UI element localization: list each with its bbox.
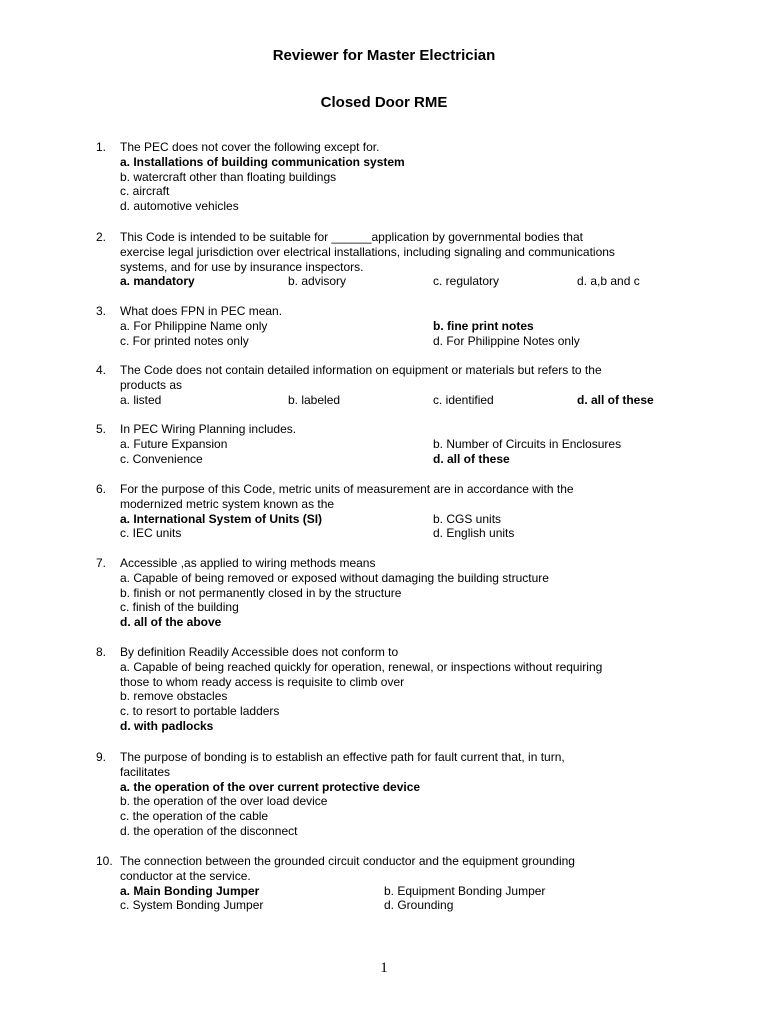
option-b: b. labeled — [288, 392, 341, 407]
option-b: b. advisory — [288, 274, 347, 289]
option-a: a. Capable of being removed or exposed without damaging the building structure — [120, 570, 549, 585]
option-d: d. the operation of the disconnect — [120, 823, 298, 838]
option-c: c. identified — [433, 392, 494, 407]
option-a: a. Capable of being reached quickly for operation, renewal, or inspections without requiring — [120, 659, 603, 674]
option-a-continued: those to whom ready access is requisite to climb over — [120, 674, 405, 689]
option-b: b. CGS units — [433, 511, 502, 526]
option-d-correct: d. all of these — [433, 451, 510, 466]
option-d: d. a,b and c — [577, 274, 640, 289]
option-a: a. Future Expansion — [120, 436, 228, 451]
question-text: This Code is intended to be suitable for ______application by governmental bodies that — [120, 230, 583, 244]
option-d-correct: d. all of the above — [120, 615, 222, 630]
question-8 — [96, 645, 676, 734]
option-d: d. automotive vehicles — [120, 199, 239, 214]
document-title: Reviewer for Master Electrician — [272, 47, 496, 64]
question-7 — [96, 556, 676, 630]
question-5 — [96, 422, 676, 466]
option-c: c. finish of the building — [120, 600, 239, 615]
question-number: 4. — [96, 363, 107, 377]
question-text: By definition Readily Accessible does not conform to — [120, 645, 399, 659]
question-number: 8. — [96, 645, 107, 659]
question-text: Accessible ,as applied to wiring methods means — [120, 556, 376, 570]
question-4 — [96, 363, 676, 407]
option-d: d. For Philippine Notes only — [433, 333, 580, 348]
option-a-correct: a. International System of Units (SI) — [120, 511, 323, 526]
question-number: 10. — [96, 854, 113, 868]
option-a-correct: a. mandatory — [120, 274, 195, 289]
option-b: b. remove obstacles — [120, 689, 228, 704]
option-c: c. the operation of the cable — [120, 809, 269, 824]
question-text: In PEC Wiring Planning includes. — [120, 422, 297, 436]
option-b: b. watercraft other than floating buildings — [120, 169, 337, 184]
option-d-correct: d. with padlocks — [120, 718, 214, 733]
question-number: 9. — [96, 750, 107, 764]
option-c: c. regulatory — [433, 274, 500, 289]
option-a-correct: a. Installations of building communication system — [120, 154, 405, 169]
question-text: exercise legal jurisdiction over electrical installations, including signaling and communications — [120, 244, 615, 259]
question-text: For the purpose of this Code, metric units of measurement are in accordance with the — [120, 482, 574, 496]
option-c: c. System Bonding Jumper — [120, 898, 264, 913]
option-b: b. finish or not permanently closed in by the structure — [120, 585, 402, 600]
question-text: What does FPN in PEC mean. — [120, 304, 283, 318]
question-9 — [96, 750, 676, 839]
option-b: b. the operation of the over load device — [120, 794, 328, 809]
question-10 — [96, 854, 676, 913]
option-c: c. to resort to portable ladders — [120, 704, 280, 719]
option-a-correct: a. Main Bonding Jumper — [120, 883, 260, 898]
document-subtitle: Closed Door RME — [320, 94, 448, 111]
question-2 — [96, 230, 676, 289]
question-text: The Code does not contain detailed information on equipment or materials but refers to the — [120, 363, 602, 377]
question-1 — [96, 140, 676, 214]
option-d: d. English units — [433, 526, 515, 541]
question-number: 6. — [96, 482, 107, 496]
option-d-correct: d. all of these — [577, 392, 654, 407]
question-text: products as — [120, 377, 183, 392]
option-a: a. listed — [120, 392, 162, 407]
option-c: c. aircraft — [120, 184, 170, 199]
option-b: b. Number of Circuits in Enclosures — [433, 436, 622, 451]
option-c: c. Convenience — [120, 451, 203, 466]
option-c: c. IEC units — [120, 526, 182, 541]
page-number: 1 — [380, 960, 388, 976]
question-number: 3. — [96, 304, 107, 318]
option-b: b. Equipment Bonding Jumper — [384, 883, 546, 898]
question-text: systems, and for use by insurance inspectors. — [120, 259, 364, 274]
option-d: d. Grounding — [384, 898, 454, 913]
question-number: 1. — [96, 140, 107, 154]
option-c: c. For printed notes only — [120, 333, 249, 348]
question-number: 7. — [96, 556, 107, 570]
question-6 — [96, 482, 676, 541]
question-text: facilitates — [120, 764, 171, 779]
option-a-correct: a. the operation of the over current protective device — [120, 779, 421, 794]
question-text: modernized metric system known as the — [120, 496, 335, 511]
question-text: The PEC does not cover the following except for. — [120, 140, 380, 154]
option-a: a. For Philippine Name only — [120, 318, 268, 333]
question-number: 5. — [96, 422, 107, 436]
option-b-correct: b. fine print notes — [433, 318, 534, 333]
question-number: 2. — [96, 230, 107, 244]
question-text: The connection between the grounded circuit conductor and the equipment grounding — [120, 854, 575, 868]
question-text: conductor at the service. — [120, 868, 251, 883]
question-3 — [96, 304, 676, 348]
question-text: The purpose of bonding is to establish an effective path for fault current that, in turn, — [120, 750, 565, 764]
